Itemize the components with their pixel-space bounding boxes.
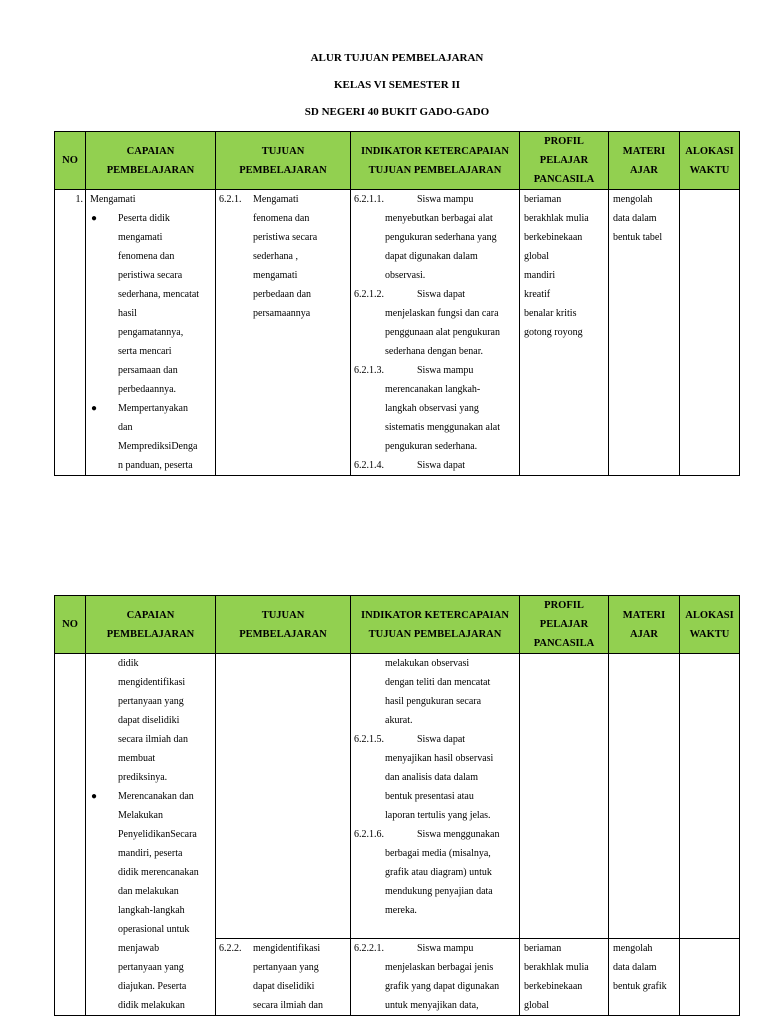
title-class: KELAS VI SEMESTER II (333, 79, 461, 91)
tujuan-cell: 6.2.2. mengidentifikasi pertanyaan yang dapat diselidiki secara ilmiah dan (216, 938, 351, 1015)
title-main: ALUR TUJUAN PEMBELAJARAN (310, 52, 484, 64)
profil-cell: beriaman berakhlak mulia berkebinekaan global (520, 938, 609, 1015)
alokasi-cell (680, 190, 740, 476)
row-number (55, 654, 86, 1016)
header-no: NO (55, 596, 86, 654)
atp-table-1 (54, 131, 740, 476)
header-tujuan: TUJUAN PEMBELAJARAN (216, 132, 351, 190)
capaian-cell: didik mengidentifikasi pertanyaan yang dapat diselidiki secara ilmiah dan membuat prediksinya. ● Merencanakan dan Melakukan PenyelidikanSecara mandiri, peserta didik merencanakan dan melakukan langkah-langkah operasional untuk menjawab pertanyaan yang diajukan. Peserta didik melakukan (86, 654, 216, 1016)
header-materi: MATERI AJAR (609, 132, 680, 190)
header-capaian: CAPAIAN PEMBELAJARAN (86, 132, 216, 190)
tujuan-cell: 6.2.1. Mengamati fenomena dan peristiwa secara sederhana , mengamati perbedaan dan persamaannya (216, 190, 351, 476)
title-school: SD NEGERI 40 BUKIT GADO-GADO (304, 106, 490, 118)
bullet-icon: ● (91, 403, 98, 414)
bullet-icon: ● (91, 213, 98, 224)
materi-cell (609, 654, 680, 939)
indikator-cell: 6.2.2.1. Siswa mampu menjelaskan berbagai jenis grafik yang dapat digunakan untuk menyajikan data, (351, 938, 520, 1015)
header-row (55, 132, 740, 190)
alokasi-cell (680, 654, 740, 939)
profil-cell (520, 654, 609, 939)
table-row (55, 190, 740, 476)
header-materi: MATERI AJAR (609, 596, 680, 654)
header-indikator: INDIKATOR KETERCAPAIAN TUJUAN PEMBELAJARAN (351, 596, 520, 654)
indikator-cell: 6.2.1.1. Siswa mampu menyebutkan berbagai alat pengukuran sederhana yang dapat digunakan dalam observasi. 6.2.1.2. Siswa dapat menjelaskan fungsi dan cara penggunaan alat pengukuran sederhana dengan benar. 6.2.1.3. Siswa mampu merencanakan langkah- langkah observasi yang sistematis menggunakan alat pengukuran sederhana. 6.2.1.4. Siswa dapat (351, 190, 520, 476)
header-row (55, 596, 740, 654)
header-profil: PROFIL PELAJAR PANCASILA (520, 596, 609, 654)
bullet-icon: ● (91, 791, 98, 802)
header-indikator: INDIKATOR KETERCAPAIAN TUJUAN PEMBELAJARAN (351, 132, 520, 190)
tujuan-cell (216, 654, 351, 939)
row-number: 1. (55, 190, 86, 476)
table-row (55, 654, 740, 939)
materi-cell: mengolah data dalam bentuk grafik (609, 938, 680, 1015)
document-titles (0, 51, 768, 132)
header-capaian: CAPAIAN PEMBELAJARAN (86, 596, 216, 654)
indikator-cell: melakukan observasi dengan teliti dan mencatat hasil pengukuran secara akurat. 6.2.1.5. Siswa dapat menyajikan hasil observasi dan analisis data dalam bentuk presentasi atau laporan tertulis yang jelas. 6.2.1.6. Siswa menggunakan berbagai media (misalnya, grafik atau diagram) untuk mendukung penyajian data mereka. (351, 654, 520, 939)
capaian-cell: Mengamati ● Peserta didik mengamati fenomena dan peristiwa secara sederhana, mencatat hasil pengamatannya, serta mencari persamaan dan perbedaannya. ● Mempertanyakan dan MemprediksiDenga n panduan, peserta (86, 190, 216, 476)
header-alokasi: ALOKASI WAKTU (680, 132, 740, 190)
header-alokasi: ALOKASI WAKTU (680, 596, 740, 654)
alokasi-cell (680, 938, 740, 1015)
profil-cell: beriaman berakhlak mulia berkebinekaan global mandiri kreatif benalar kritis gotong royong (520, 190, 609, 476)
header-profil: PROFIL PELAJAR PANCASILA (520, 132, 609, 190)
header-tujuan: TUJUAN PEMBELAJARAN (216, 596, 351, 654)
atp-table-2 (54, 595, 740, 1016)
header-no: NO (55, 132, 86, 190)
materi-cell: mengolah data dalam bentuk tabel (609, 190, 680, 476)
